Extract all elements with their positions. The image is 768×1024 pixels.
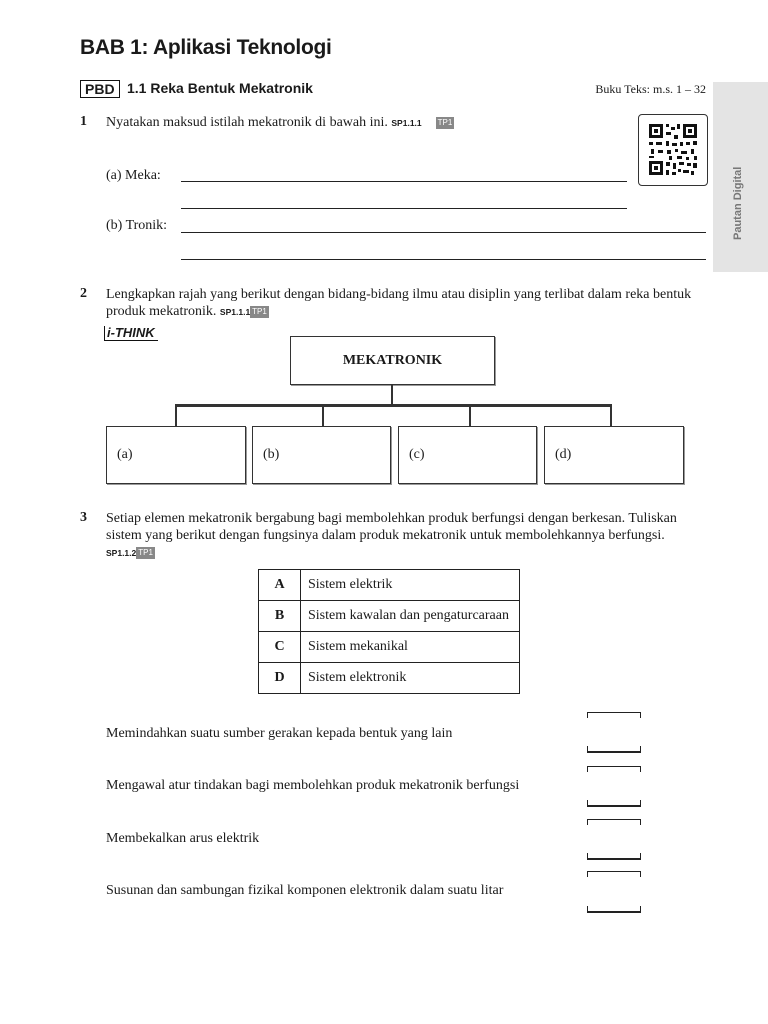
- qr-code-icon: [639, 115, 707, 185]
- diagram-drop: [322, 404, 324, 426]
- q1a-label: (a) Meka:: [106, 168, 161, 183]
- q3-text-line-1: Setiap elemen mekatronik bergabung bagi membolehkan produk berfungsi dengan berkesan. Tuliskan: [106, 511, 677, 526]
- answer-box-1[interactable]: [587, 746, 641, 753]
- diagram-box-a[interactable]: [106, 426, 246, 484]
- element-table: [258, 569, 520, 694]
- statement-3: Membekalkan arus elektrik: [106, 831, 260, 846]
- answer-bracket-top: [587, 766, 641, 772]
- q1b-label: (b) Tronik:: [106, 218, 168, 233]
- q1a-answer-line-1[interactable]: [181, 181, 627, 182]
- q1b-answer-line-2[interactable]: [181, 259, 706, 260]
- diagram-box-b[interactable]: [252, 426, 391, 484]
- diagram-box-c[interactable]: [398, 426, 537, 484]
- diagram-root-label: MEKATRONIK: [342, 353, 443, 368]
- diagram-box-label: (a): [117, 447, 133, 462]
- answer-box-3[interactable]: [587, 853, 641, 860]
- diagram-box-d[interactable]: [544, 426, 684, 484]
- q2-number: 2: [80, 286, 87, 301]
- diagram-root-box: [290, 336, 495, 385]
- table-value: Sistem kawalan dan pengaturcaraan: [301, 601, 520, 632]
- subtopic-title: 1.1 Reka Bentuk Mekatronik: [127, 80, 313, 96]
- q2-text-line-2-wrap: [106, 303, 706, 321]
- table-key: D: [259, 663, 301, 694]
- qr-code[interactable]: [638, 114, 708, 186]
- ithink-label: i-THINK: [104, 326, 158, 341]
- diagram-drop: [469, 404, 471, 426]
- table-row: [259, 601, 520, 632]
- answer-bracket-top: [587, 819, 641, 825]
- table-value: Sistem mekanikal: [301, 632, 520, 663]
- answer-box-4[interactable]: [587, 906, 641, 913]
- q3-sp-code: SP1.1.2: [106, 548, 137, 558]
- diagram-drop: [610, 404, 612, 426]
- answer-bracket-top: [587, 712, 641, 718]
- statement-1: Memindahkan suatu sumber gerakan kepada bentuk yang lain: [106, 726, 453, 741]
- table-key: A: [259, 570, 301, 601]
- q3-tp-badge: TP1: [138, 547, 153, 557]
- q3-text-line-2: sistem yang berikut dengan fungsinya dalam produk mekatronik untuk membolehkannya berfungsi.: [106, 528, 665, 543]
- q1-sp-code: SP1.1.1: [391, 118, 422, 128]
- q2-text: [106, 286, 706, 321]
- diagram-box-label: (c): [409, 447, 425, 462]
- q1a-answer-line-2[interactable]: [181, 208, 627, 209]
- diagram-box-label: (b): [263, 447, 280, 462]
- q1-tp-badge: TP1: [437, 117, 453, 127]
- pbd-badge: PBD: [80, 80, 120, 98]
- table-row: [259, 632, 520, 663]
- table-row: [259, 663, 520, 694]
- diagram-branch-bar: [175, 404, 612, 407]
- diagram-drop: [175, 404, 177, 426]
- digital-link-label: Pautan Digital: [732, 166, 744, 240]
- q3-number: 3: [80, 510, 87, 525]
- q1-text: [106, 114, 454, 132]
- table-key: B: [259, 601, 301, 632]
- diagram-box-label: (d): [555, 447, 572, 462]
- q3-codes: [106, 544, 706, 562]
- q2-tp-badge: TP1: [252, 306, 267, 316]
- table-row: [259, 570, 520, 601]
- q2-text-line-1: Lengkapkan rajah yang berikut dengan bidang-bidang ilmu atau disiplin yang terlibat dalam reka bentuk: [106, 287, 692, 302]
- statement-4: Susunan dan sambungan fizikal komponen elektronik dalam suatu litar: [106, 883, 504, 898]
- chapter-title: BAB 1: Aplikasi Teknologi: [80, 36, 332, 59]
- table-value: Sistem elektronik: [301, 663, 520, 694]
- diagram-connector: [391, 384, 393, 405]
- q1-question: Nyatakan maksud istilah mekatronik di bawah ini.: [106, 115, 388, 130]
- q2-text-line-2: produk mekatronik.: [106, 304, 217, 319]
- table-value: Sistem elektrik: [301, 570, 520, 601]
- q2-sp-code: SP1.1.1: [219, 307, 251, 317]
- textbook-reference: Buku Teks: m.s. 1 – 32: [595, 82, 706, 96]
- table-key: C: [259, 632, 301, 663]
- q3-text: [106, 510, 706, 562]
- q1-number: 1: [80, 114, 87, 129]
- q1b-answer-line-1[interactable]: [181, 232, 706, 233]
- answer-box-2[interactable]: [587, 800, 641, 807]
- answer-bracket-top: [587, 871, 641, 877]
- statement-2: Mengawal atur tindakan bagi membolehkan produk mekatronik berfungsi: [106, 778, 520, 793]
